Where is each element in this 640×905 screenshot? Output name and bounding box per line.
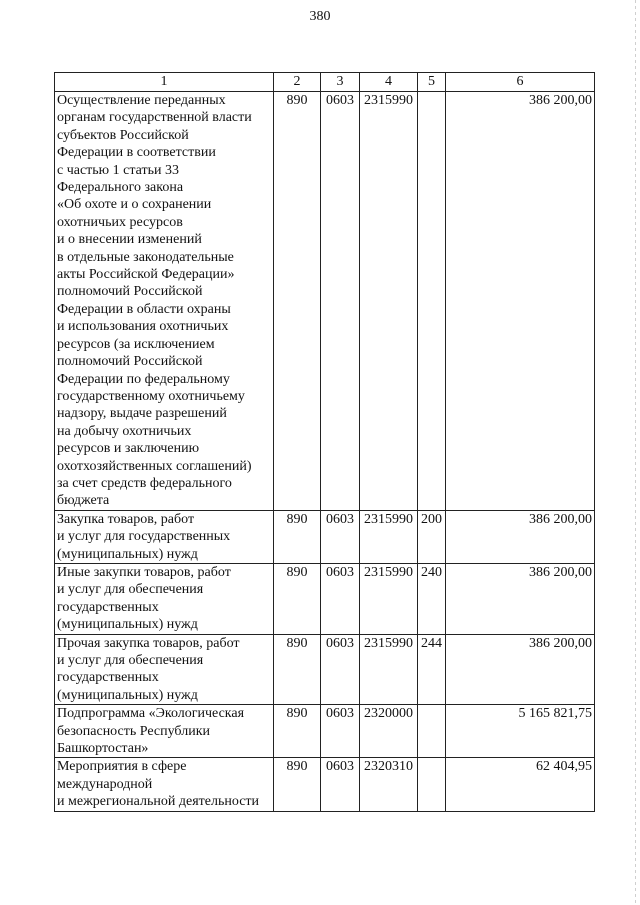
row-admin-code: 890	[274, 634, 321, 705]
column-header-4: 4	[360, 73, 418, 92]
row-amount: 62 404,95	[446, 758, 595, 811]
row-name: Мероприятия в сфере международной и межрегиональной деятельности	[55, 758, 274, 811]
row-section-code: 0603	[321, 634, 360, 705]
column-header-5: 5	[418, 73, 446, 92]
page-number: 380	[309, 9, 331, 24]
row-section-code: 0603	[321, 92, 360, 511]
column-header-6: 6	[446, 73, 595, 92]
row-section-code: 0603	[321, 758, 360, 811]
row-admin-code: 890	[274, 705, 321, 758]
row-section-code: 0603	[321, 705, 360, 758]
row-amount: 5 165 821,75	[446, 705, 595, 758]
row-section-code: 0603	[321, 563, 360, 634]
row-expense-type	[418, 705, 446, 758]
table-row	[55, 634, 595, 705]
row-section-code: 0603	[321, 510, 360, 563]
row-name: Осуществление переданных органам государственной власти субъектов Российской Федерации в соответствии с частью 1 статьи 33 Федерального закона «Об охоте и о сохранении охотничьих ресурсов и о внесении изменений в отдельные законодательные акты Российской Федерации» полномочий Российской Федерации в области охраны и использования охотничьих ресурсов (за исключением полномочий Российской Федерации по федеральному государственному охотничьему надзору, выдаче разрешений на добычу охотничьих ресурсов и заключению охотхозяйственных соглашений) за счет средств федерального бюджета	[55, 92, 274, 511]
row-name: Прочая закупка товаров, работ и услуг для обеспечения государственных (муниципальных) нужд	[55, 634, 274, 705]
column-header-2: 2	[274, 73, 321, 92]
row-expense-type: 240	[418, 563, 446, 634]
table-row	[55, 758, 595, 811]
row-target-code: 2315990	[360, 92, 418, 511]
row-target-code: 2315990	[360, 634, 418, 705]
row-amount: 386 200,00	[446, 563, 595, 634]
row-admin-code: 890	[274, 510, 321, 563]
row-name: Подпрограмма «Экологическая безопасность Республики Башкортостан»	[55, 705, 274, 758]
row-expense-type: 244	[418, 634, 446, 705]
budget-table	[54, 72, 595, 812]
column-header-3: 3	[321, 73, 360, 92]
row-amount: 386 200,00	[446, 92, 595, 511]
row-target-code: 2320000	[360, 705, 418, 758]
row-target-code: 2315990	[360, 510, 418, 563]
row-amount: 386 200,00	[446, 510, 595, 563]
row-expense-type: 200	[418, 510, 446, 563]
row-amount: 386 200,00	[446, 634, 595, 705]
table-row	[55, 92, 595, 511]
row-target-code: 2315990	[360, 563, 418, 634]
row-admin-code: 890	[274, 92, 321, 511]
scan-edge-line	[635, 0, 636, 905]
row-name: Иные закупки товаров, работ и услуг для обеспечения государственных (муниципальных) нужд	[55, 563, 274, 634]
row-expense-type	[418, 92, 446, 511]
table-row	[55, 510, 595, 563]
row-admin-code: 890	[274, 563, 321, 634]
table-row	[55, 563, 595, 634]
column-header-1: 1	[55, 73, 274, 92]
table-header-row	[55, 73, 595, 92]
table-row	[55, 705, 595, 758]
row-name: Закупка товаров, работ и услуг для государственных (муниципальных) нужд	[55, 510, 274, 563]
row-admin-code: 890	[274, 758, 321, 811]
row-expense-type	[418, 758, 446, 811]
row-target-code: 2320310	[360, 758, 418, 811]
